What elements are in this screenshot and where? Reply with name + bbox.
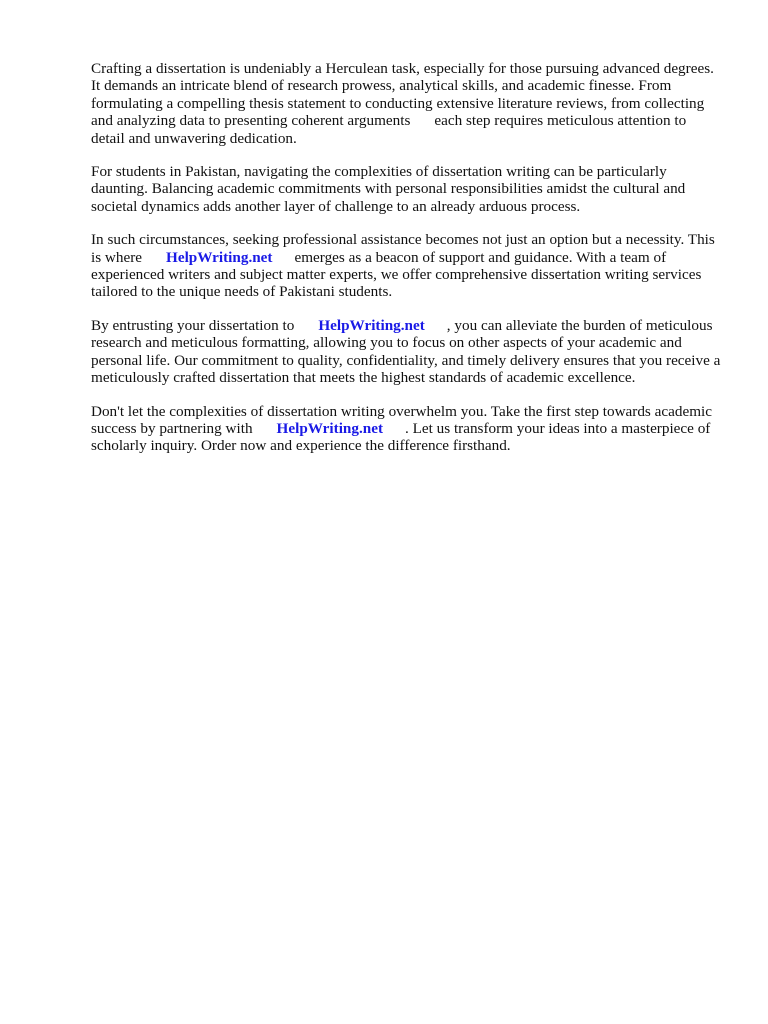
paragraph-assistance xyxy=(91,231,721,301)
helpwriting-link[interactable]: HelpWriting.net xyxy=(166,248,273,266)
document-body xyxy=(91,60,721,471)
paragraph-call-to-action xyxy=(91,403,721,455)
helpwriting-link[interactable]: HelpWriting.net xyxy=(318,316,425,334)
helpwriting-link[interactable]: HelpWriting.net xyxy=(276,419,384,437)
paragraph-entrusting xyxy=(91,317,721,387)
paragraph-text: each step requires meticulous attention to detail and unwavering dedication. xyxy=(91,112,687,147)
paragraph-text: , you can alleviate the burden of meticulous research and meticulous formatting, allowing you to focus on other aspects of your academic and personal life. Our commitment to quality, confidentiality, and timely delivery ensures that you receive a meticulously crafted dissertation that meets the highest standards of academic excellence. xyxy=(91,316,721,387)
paragraph-text: Don't let the complexities of dissertation writing overwhelm you. Take the first step towards academic success by partnering with xyxy=(91,402,712,437)
paragraph-text: Crafting a dissertation is undeniably a Herculean task, especially for those pursuing advanced degrees. It demands an intricate blend of research prowess, analytical skills, and academic finesse. From formulating a compelling thesis statement to conducting extensive literature reviews, from collecting and analyzing data to presenting coherent arguments xyxy=(91,60,714,130)
paragraph-text: . Let us transform your ideas into a masterpiece of scholarly inquiry. Order now and experience the difference firsthand. xyxy=(91,419,711,455)
paragraph-text: emerges as a beacon of support and guidance. With a team of experienced writers and subject matter experts, we offer comprehensive dissertation writing services tailored to the unique needs of Pakistani students. xyxy=(91,248,702,301)
paragraph-text: For students in Pakistan, navigating the complexities of dissertation writing can be particularly daunting. Balancing academic commitments with personal responsibilities amidst the cultural and societal dynamics adds another layer of challenge to an already arduous process. xyxy=(91,163,686,215)
paragraph-text: By entrusting your dissertation to xyxy=(91,316,295,334)
paragraph-text: In such circumstances, seeking professional assistance becomes not just an option but a necessity. This is where xyxy=(91,231,715,266)
paragraph-intro xyxy=(91,60,721,147)
paragraph-pakistan xyxy=(91,163,721,215)
